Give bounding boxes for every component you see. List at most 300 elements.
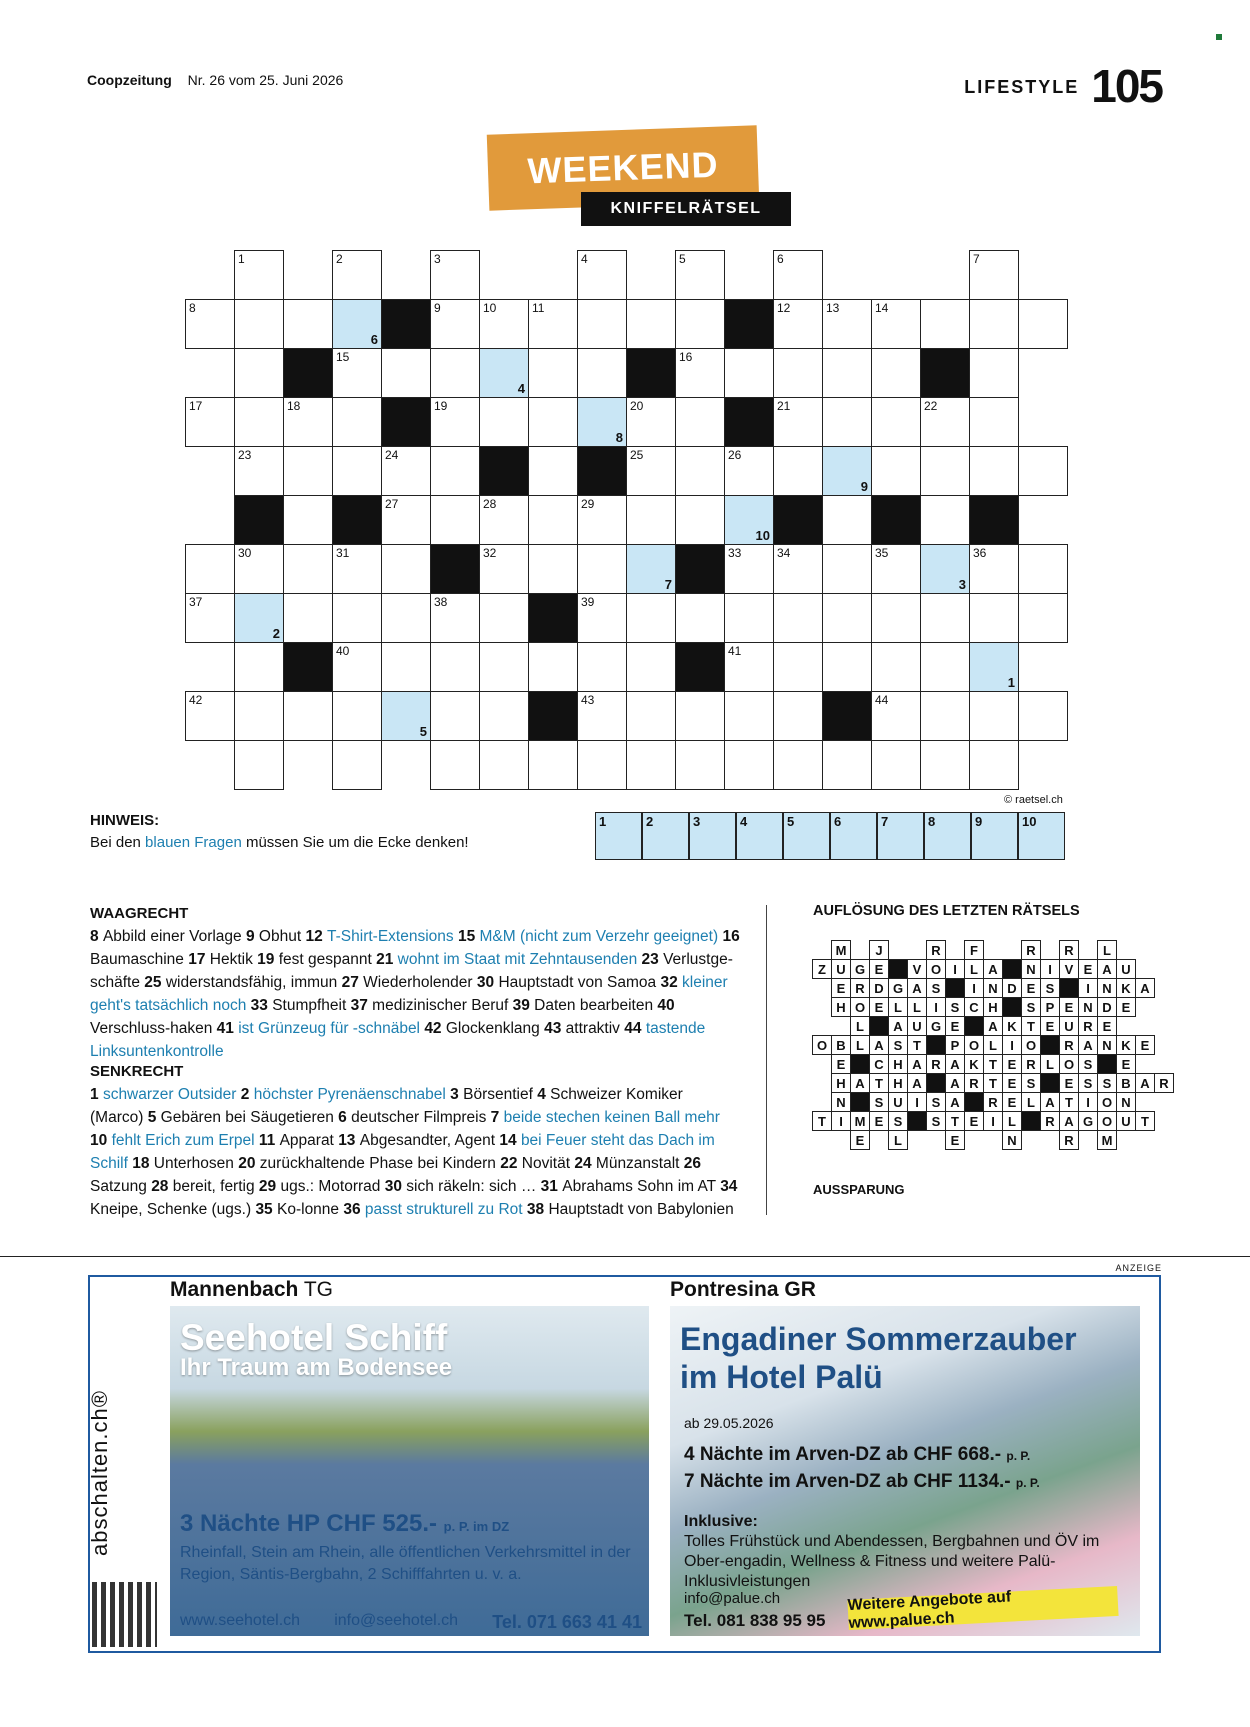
clue-text: Novität <box>521 1155 575 1172</box>
clue-number: 30 <box>384 1178 407 1195</box>
solution-letter-cell: S <box>1078 1054 1098 1074</box>
clue-text: Ko-lonne <box>277 1201 344 1218</box>
clue-number: 28 <box>151 1178 173 1195</box>
crossword-cell[interactable] <box>626 544 676 594</box>
crossword-cell[interactable] <box>871 446 921 496</box>
solution-letter-cell: E <box>1002 1092 1022 1112</box>
solution-cell[interactable] <box>783 812 830 860</box>
solution-letter-cell: R <box>964 1073 984 1093</box>
crossword-cell[interactable] <box>920 397 970 447</box>
solution-letter-cell: N <box>831 1092 851 1112</box>
clue-text: M&M (nicht zum Verzehr geeignet) <box>479 928 723 945</box>
crossword-cell[interactable] <box>381 495 431 545</box>
solution-letter-cell: S <box>926 1111 946 1131</box>
crossword-cell[interactable] <box>381 691 431 741</box>
solution-letter-cell: G <box>1078 1111 1098 1131</box>
clue-text: Unterhosen <box>153 1155 239 1172</box>
clue-text: Obhut <box>258 928 306 945</box>
crossword-cell[interactable] <box>185 299 235 349</box>
clue-number: 22 <box>500 1155 522 1172</box>
crossword-cell[interactable] <box>283 299 333 349</box>
crossword-cell[interactable] <box>332 740 382 790</box>
crossword-cell[interactable] <box>822 397 872 447</box>
crossword-cell[interactable] <box>430 446 480 496</box>
crossword-cell[interactable] <box>332 691 382 741</box>
solution-letter-cell: T <box>907 1035 927 1055</box>
clue-number: 30 <box>238 546 252 560</box>
solution-letter-cell: A <box>1059 1111 1079 1131</box>
clue-text: passt strukturell zu Rot <box>364 1201 527 1218</box>
crossword-cell[interactable] <box>577 691 627 741</box>
crossword-cell[interactable] <box>871 740 921 790</box>
solution-letter-cell: T <box>983 1073 1003 1093</box>
crossword-cell[interactable] <box>724 740 774 790</box>
clue-number: 1 <box>238 252 245 266</box>
crossword-cell[interactable] <box>1018 593 1068 643</box>
solution-index: 3 <box>958 577 966 592</box>
right-offers <box>684 1442 1040 1496</box>
solution-letter-cell: I <box>1002 1035 1022 1055</box>
crossword-cell[interactable] <box>626 495 676 545</box>
crossword-cell[interactable] <box>773 446 823 496</box>
crossword-cell[interactable] <box>675 446 725 496</box>
solution-cell-number: 3 <box>693 814 701 829</box>
crossword-cell[interactable] <box>969 348 1019 398</box>
crossword-cell[interactable] <box>479 299 529 349</box>
crossword-cell[interactable] <box>283 495 333 545</box>
crossword-cell[interactable] <box>479 642 529 692</box>
crossword-cell[interactable] <box>675 495 725 545</box>
solution-letter-cell: A <box>907 1054 927 1074</box>
solution-index: 9 <box>860 479 868 494</box>
crossword-cell <box>773 495 823 545</box>
crossword-cell[interactable] <box>1018 691 1068 741</box>
crossword-cell[interactable] <box>822 642 872 692</box>
crossword-cell[interactable] <box>234 348 284 398</box>
hint-text <box>90 832 469 854</box>
crossword-cell[interactable] <box>332 299 382 349</box>
left-email-link[interactable]: info@seehotel.ch <box>334 1612 459 1629</box>
crossword-cell[interactable] <box>332 348 382 398</box>
crossword-cell[interactable] <box>822 544 872 594</box>
crossword-cell[interactable] <box>626 740 676 790</box>
crossword-cell[interactable] <box>626 691 676 741</box>
solution-letter-cell: I <box>907 1092 927 1112</box>
crossword-cell[interactable] <box>479 544 529 594</box>
crossword-cell[interactable] <box>969 446 1019 496</box>
clue-number: 39 <box>581 595 595 609</box>
crossword-cell <box>920 348 970 398</box>
crossword-cell[interactable] <box>969 544 1019 594</box>
crossword-cell[interactable] <box>185 691 235 741</box>
clue-text: Abbild einer Vorlage <box>102 928 246 945</box>
clue-number: 9 <box>245 928 259 945</box>
crossword-cell[interactable] <box>724 691 774 741</box>
right-region: GR <box>784 1278 816 1301</box>
clue-text: bereit, fertig <box>172 1178 259 1195</box>
crossword-cell[interactable] <box>773 642 823 692</box>
crossword-cell[interactable] <box>920 642 970 692</box>
crossword-cell[interactable] <box>675 348 725 398</box>
crossword-cell[interactable] <box>1018 544 1068 594</box>
crossword-cell[interactable] <box>920 691 970 741</box>
crossword-cell <box>871 495 921 545</box>
crossword-cell <box>724 397 774 447</box>
crossword-cell[interactable] <box>283 446 333 496</box>
right-phone[interactable]: Tel. 081 838 95 95 <box>684 1611 826 1630</box>
clue-text: widerstandsfähig, immun <box>165 974 342 991</box>
crossword-cell[interactable] <box>675 691 725 741</box>
crossword-cell[interactable] <box>381 446 431 496</box>
crossword-cell[interactable] <box>234 544 284 594</box>
clue-number: 15 <box>457 928 480 945</box>
crossword-cell[interactable] <box>577 740 627 790</box>
clue-text: Satzung <box>90 1178 152 1195</box>
crossword-cell[interactable] <box>822 740 872 790</box>
crossword-cell[interactable] <box>773 299 823 349</box>
crossword-cell[interactable] <box>381 348 431 398</box>
clue-number: 33 <box>250 997 273 1014</box>
solution-cell-number: 4 <box>740 814 748 829</box>
solution-letter-cell: S <box>926 1092 946 1112</box>
solution-letter-cell: L <box>888 997 908 1017</box>
right-location <box>670 1278 816 1302</box>
crossword-cell[interactable] <box>871 397 921 447</box>
crossword-cell[interactable] <box>871 593 921 643</box>
clue-number: 13 <box>338 1132 360 1149</box>
crossword-cell[interactable] <box>577 495 627 545</box>
crossword-cell[interactable] <box>1018 446 1068 496</box>
solution-index: 8 <box>615 430 623 445</box>
crossword-cell[interactable] <box>430 691 480 741</box>
crossword-cell[interactable] <box>724 593 774 643</box>
solution-letter-cell: I <box>1078 1092 1098 1112</box>
crossword-cell[interactable] <box>626 446 676 496</box>
solution-cell-number: 2 <box>646 814 654 829</box>
crossword-cell[interactable] <box>528 740 578 790</box>
clue-number: 23 <box>238 448 252 462</box>
crossword-cell[interactable] <box>577 544 627 594</box>
solution-letter-cell: U <box>831 959 851 979</box>
crossword-cell[interactable] <box>969 397 1019 447</box>
solution-letter-cell: R <box>1021 1054 1041 1074</box>
crossword-cell[interactable] <box>577 642 627 692</box>
crossword-cell[interactable] <box>577 348 627 398</box>
solution-cell[interactable] <box>877 812 924 860</box>
clue-number: 34 <box>720 1178 738 1195</box>
clue-number: 6 <box>777 252 784 266</box>
crossword-cell[interactable] <box>430 593 480 643</box>
crossword-cell[interactable] <box>969 642 1019 692</box>
crossword-cell[interactable] <box>528 348 578 398</box>
crossword-cell[interactable] <box>283 593 333 643</box>
solution-letter-cell: O <box>1021 1035 1041 1055</box>
left-offer <box>180 1510 509 1538</box>
solution-letter-cell: N <box>983 978 1003 998</box>
crossword-cell[interactable] <box>822 299 872 349</box>
crossword-cell[interactable] <box>479 495 529 545</box>
crossword-cell[interactable] <box>234 446 284 496</box>
crossword-cell[interactable] <box>234 691 284 741</box>
solution-letter-cell: R <box>1154 1073 1174 1093</box>
solution-letter-cell: O <box>964 1035 984 1055</box>
crossword-cell[interactable] <box>871 544 921 594</box>
crossword-cell[interactable] <box>430 397 480 447</box>
clue-number: 9 <box>434 301 441 315</box>
crossword-cell[interactable] <box>430 299 480 349</box>
clue-number: 44 <box>624 1020 646 1037</box>
crossword-cell[interactable] <box>430 740 480 790</box>
crossword-cell[interactable] <box>773 593 823 643</box>
solution-letter-cell: G <box>926 1016 946 1036</box>
palue-cta-button[interactable]: Weitere Angebote auf www.palue.ch <box>847 1586 1118 1630</box>
solution-letter-cell: A <box>1135 1073 1155 1093</box>
crossword-cell[interactable] <box>773 544 823 594</box>
crossword-cell[interactable] <box>675 397 725 447</box>
crossword-cell[interactable] <box>234 642 284 692</box>
left-offer-price: 3 Nächte HP CHF 525.- <box>180 1510 437 1537</box>
solution-cell[interactable] <box>830 812 877 860</box>
crossword-cell[interactable] <box>332 250 382 300</box>
crossword-cell[interactable] <box>626 299 676 349</box>
hint-text-a: Bei den <box>90 834 146 851</box>
crossword-cell[interactable] <box>773 740 823 790</box>
ad-brand[interactable]: abschalten.ch® <box>87 1390 112 1556</box>
clue-number: 4 <box>581 252 588 266</box>
crossword-cell[interactable] <box>479 593 529 643</box>
crossword-cell[interactable] <box>969 593 1019 643</box>
solution-letter-cell: R <box>850 978 870 998</box>
solution-cell[interactable] <box>971 812 1018 860</box>
crossword-cell[interactable] <box>283 397 333 447</box>
solution-letter-cell: I <box>1078 978 1098 998</box>
crossword-cell[interactable] <box>283 544 333 594</box>
crossword-cell[interactable] <box>1018 299 1068 349</box>
crossword-cell[interactable] <box>332 593 382 643</box>
solution-letter-cell: V <box>1059 959 1079 979</box>
crossword-cell[interactable] <box>430 250 480 300</box>
clue-text: Münzanstalt <box>595 1155 684 1172</box>
crossword-cell[interactable] <box>626 642 676 692</box>
clue-number: 23 <box>641 951 664 968</box>
clue-number: 34 <box>777 546 791 560</box>
crossword-cell[interactable] <box>332 446 382 496</box>
crossword-cell[interactable] <box>234 593 284 643</box>
header-left <box>87 72 343 88</box>
crossword-cell[interactable] <box>332 642 382 692</box>
crossword-cell[interactable] <box>479 691 529 741</box>
clue-number: 1 <box>90 1086 103 1103</box>
crossword-cell[interactable] <box>920 544 970 594</box>
crossword-cell[interactable] <box>773 348 823 398</box>
crossword-cell[interactable] <box>724 446 774 496</box>
solution-letter-cell: N <box>1078 997 1098 1017</box>
solution-index: 6 <box>370 332 378 347</box>
clue-text: Daten bearbeiten <box>534 997 658 1014</box>
solution-letter-cell: O <box>1097 1111 1117 1131</box>
crossword-cell[interactable] <box>185 544 235 594</box>
clue-text: Schweizer Komiker (Marco) <box>90 1086 683 1126</box>
crossword-cell[interactable] <box>822 495 872 545</box>
solution-letter-cell: E <box>869 997 889 1017</box>
crossword-cell[interactable] <box>528 446 578 496</box>
crossword-cell[interactable] <box>920 740 970 790</box>
solution-letter-cell: T <box>869 1073 889 1093</box>
crossword-cell[interactable] <box>920 495 970 545</box>
crossword-cell[interactable] <box>234 299 284 349</box>
crossword-cell[interactable] <box>479 397 529 447</box>
solution-letter-cell: K <box>1116 978 1136 998</box>
solution-letter-cell: J <box>869 940 889 960</box>
crossword-cell[interactable] <box>381 642 431 692</box>
crossword-grid[interactable] <box>185 250 1067 790</box>
clue-number: 27 <box>341 974 364 991</box>
clue-number: 22 <box>924 399 938 413</box>
solution-index: 7 <box>664 577 672 592</box>
left-web-link[interactable]: www.seehotel.ch <box>180 1612 301 1629</box>
solution-cell[interactable] <box>689 812 736 860</box>
solution-letter-cell <box>888 959 908 979</box>
crossword-cell[interactable] <box>724 495 774 545</box>
crossword-cell[interactable] <box>675 740 725 790</box>
crossword-cell[interactable] <box>381 544 431 594</box>
left-region: TG <box>303 1278 333 1301</box>
right-offer-1-suffix: p. P. <box>1006 1449 1031 1463</box>
solution-letter-cell: E <box>945 1016 965 1036</box>
solution-letter-cell: T <box>945 1111 965 1131</box>
crossword-cell[interactable] <box>773 397 823 447</box>
crossword-cell[interactable] <box>528 642 578 692</box>
solution-cell[interactable] <box>736 812 783 860</box>
hint-box <box>90 810 469 854</box>
crossword-cell[interactable] <box>920 299 970 349</box>
crossword-cell[interactable] <box>969 691 1019 741</box>
solution-cell-number: 10 <box>1022 814 1037 829</box>
qr-code-icon[interactable] <box>92 1582 157 1647</box>
crossword-cell[interactable] <box>430 642 480 692</box>
crossword-cell[interactable] <box>577 397 627 447</box>
crossword-cell <box>381 299 431 349</box>
solution-cell-number: 1 <box>599 814 607 829</box>
crossword-cell[interactable] <box>577 299 627 349</box>
crossword-cell[interactable] <box>626 397 676 447</box>
crossword-cell[interactable] <box>871 642 921 692</box>
crossword-cell[interactable] <box>528 299 578 349</box>
crossword-cell[interactable] <box>675 299 725 349</box>
crossword-cell[interactable] <box>283 691 333 741</box>
crossword-cell[interactable] <box>528 544 578 594</box>
clue-number: 41 <box>728 644 742 658</box>
crossword-cell[interactable] <box>332 544 382 594</box>
crossword-cell[interactable] <box>185 593 235 643</box>
solution-cell[interactable] <box>924 812 971 860</box>
solution-letter-cell: E <box>869 959 889 979</box>
clue-number: 29 <box>258 1178 281 1195</box>
solution-index: 2 <box>272 626 280 641</box>
issue-info: Nr. 26 vom 25. Juni 2026 <box>187 72 344 88</box>
crossword-cell[interactable] <box>969 740 1019 790</box>
crossword-cell[interactable] <box>430 348 480 398</box>
crossword-cell[interactable] <box>185 397 235 447</box>
crossword-cell[interactable] <box>577 593 627 643</box>
clue-number: 25 <box>630 448 644 462</box>
crossword-cell[interactable] <box>479 348 529 398</box>
clue-number: 5 <box>679 252 686 266</box>
crossword-cell[interactable] <box>920 446 970 496</box>
crossword-cell[interactable] <box>675 250 725 300</box>
clue-number: 12 <box>777 301 791 315</box>
crossword-cell[interactable] <box>332 397 382 447</box>
clue-number: 20 <box>630 399 644 413</box>
solution-letter-cell: E <box>831 978 851 998</box>
right-offer-2 <box>684 1469 1040 1496</box>
crossword-cell[interactable] <box>822 593 872 643</box>
crossword-cell[interactable] <box>871 348 921 398</box>
crossword-cell[interactable] <box>773 691 823 741</box>
clue-number: 42 <box>424 1020 446 1037</box>
clue-text: Hauptstadt von Samoa <box>498 974 661 991</box>
right-email-link[interactable]: info@palue.ch <box>684 1590 781 1607</box>
solution-letter-cell <box>1059 978 1079 998</box>
crossword-cell[interactable] <box>234 397 284 447</box>
crossword-cell[interactable] <box>528 397 578 447</box>
publication-name: Coopzeitung <box>87 72 172 88</box>
crossword-cell[interactable] <box>724 348 774 398</box>
crossword-cell[interactable] <box>724 642 774 692</box>
crossword-cell[interactable] <box>969 250 1019 300</box>
crossword-cell[interactable] <box>381 593 431 643</box>
crossword-cell[interactable] <box>871 299 921 349</box>
clue-number: 33 <box>728 546 742 560</box>
crossword-cell <box>283 348 333 398</box>
crossword-cell <box>528 593 578 643</box>
solution-letter-cell: S <box>1040 978 1060 998</box>
left-phone[interactable]: Tel. 071 663 41 41 <box>492 1612 642 1632</box>
crossword-cell[interactable] <box>822 348 872 398</box>
crossword-cell[interactable] <box>822 446 872 496</box>
crossword-cell[interactable] <box>675 593 725 643</box>
crossword-cell <box>332 495 382 545</box>
crossword-cell[interactable] <box>234 740 284 790</box>
solution-letter-cell: E <box>869 1111 889 1131</box>
crossword-cell[interactable] <box>871 691 921 741</box>
solution-letter-cell: N <box>1021 959 1041 979</box>
solution-cell[interactable] <box>642 812 689 860</box>
crossword-cell[interactable] <box>969 299 1019 349</box>
crossword-cell[interactable] <box>528 495 578 545</box>
solution-letter-cell: U <box>888 1092 908 1112</box>
solution-cell[interactable] <box>595 812 642 860</box>
crossword-cell[interactable] <box>724 544 774 594</box>
right-offer-2-suffix: p. P. <box>1015 1476 1040 1490</box>
solution-row[interactable] <box>595 812 1067 860</box>
crossword-cell[interactable] <box>430 495 480 545</box>
solution-letter-cell <box>1040 1073 1060 1093</box>
crossword-cell[interactable] <box>773 250 823 300</box>
solution-cell[interactable] <box>1018 812 1065 860</box>
crossword-cell[interactable] <box>920 593 970 643</box>
solution-letter-cell: A <box>1097 959 1117 979</box>
solution-letter-cell: O <box>1059 1054 1079 1074</box>
crossword-cell[interactable] <box>577 250 627 300</box>
solution-letter-cell <box>850 1092 870 1112</box>
crossword-cell[interactable] <box>479 740 529 790</box>
solution-letter-cell: A <box>945 1073 965 1093</box>
solution-letter-cell: H <box>983 997 1003 1017</box>
clue-text: kleiner geht's tatsächlich noch <box>90 974 728 1014</box>
crossword-cell[interactable] <box>626 593 676 643</box>
crossword-cell[interactable] <box>234 250 284 300</box>
